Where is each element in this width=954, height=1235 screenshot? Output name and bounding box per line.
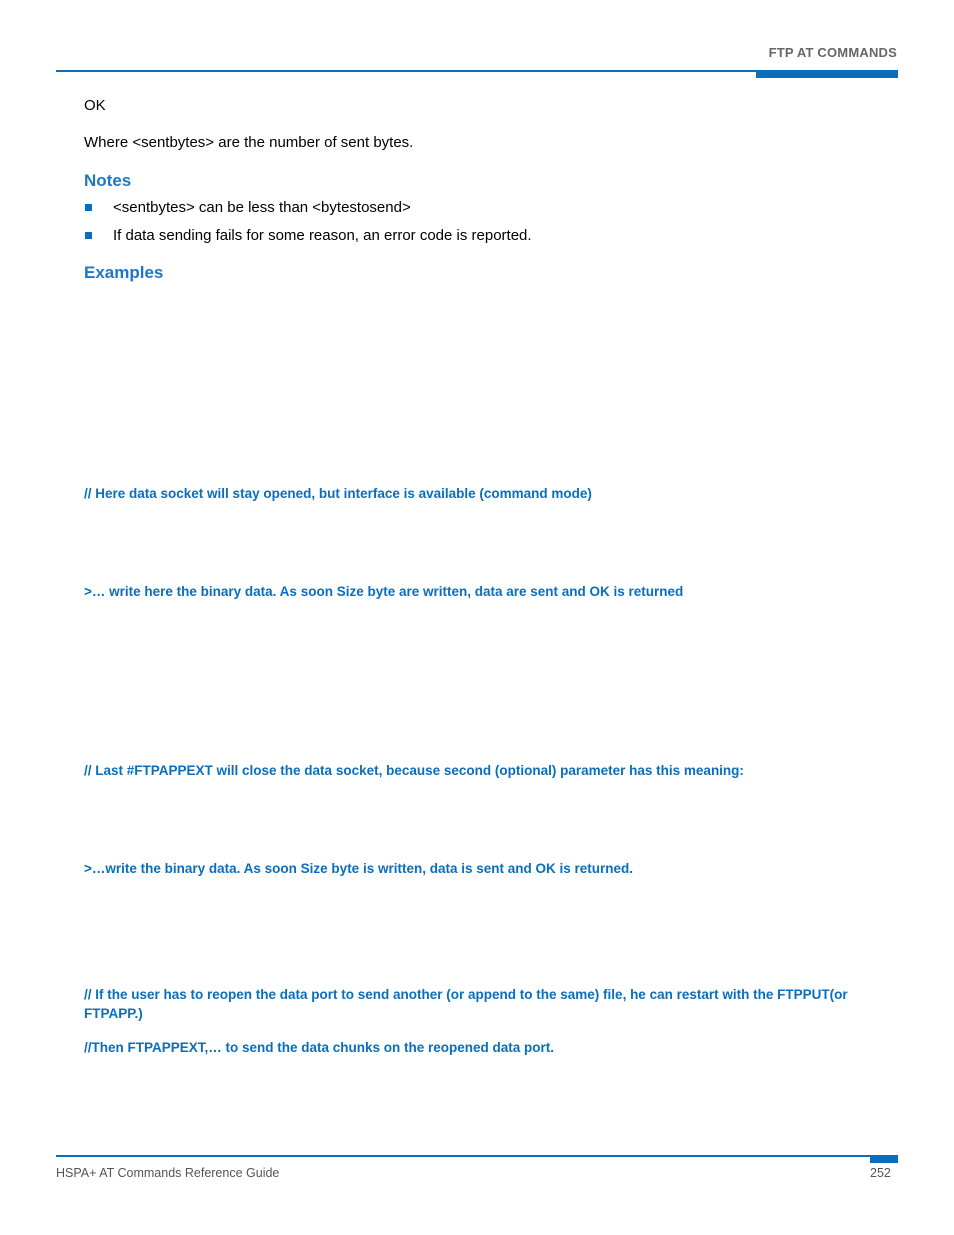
bullet-icon (85, 232, 92, 239)
footer-rule (56, 1155, 898, 1157)
response-description: Where <sentbytes> are the number of sent bytes. (84, 134, 414, 151)
page-number: 252 (870, 1166, 891, 1180)
examples-heading: Examples (84, 263, 164, 282)
header-tab-accent (756, 70, 898, 78)
note-item (84, 199, 411, 216)
note-item (84, 227, 532, 244)
notes-heading: Notes (84, 171, 132, 190)
section-title: FTP AT COMMANDS (768, 45, 897, 60)
footer-doc-title: HSPA+ AT Commands Reference Guide (56, 1166, 280, 1180)
example-comment: // If the user has to reopen the data port to send another (or append to the same) file, he can restart with the FTPPUT(or FTPAPP.) (84, 987, 848, 1021)
example-comment: // Last #FTPAPPEXT will close the data socket, because second (optional) parameter has this meaning: (84, 763, 744, 778)
example-comment: >… write here the binary data. As soon Size byte are written, data are sent and OK is returned (84, 584, 684, 599)
bullet-icon (85, 204, 92, 211)
footer-tab-accent (870, 1155, 898, 1163)
note-text: If data sending fails for some reason, an error code is reported. (113, 227, 532, 244)
response-ok: OK (84, 97, 106, 114)
example-comment: //Then FTPAPPEXT,… to send the data chunks on the reopened data port. (84, 1040, 555, 1055)
example-comment: // Here data socket will stay opened, but interface is available (command mode) (84, 486, 592, 501)
example-comment: >…write the binary data. As soon Size byte is written, data is sent and OK is returned. (84, 861, 634, 876)
note-text: <sentbytes> can be less than <bytestosend> (113, 199, 411, 216)
